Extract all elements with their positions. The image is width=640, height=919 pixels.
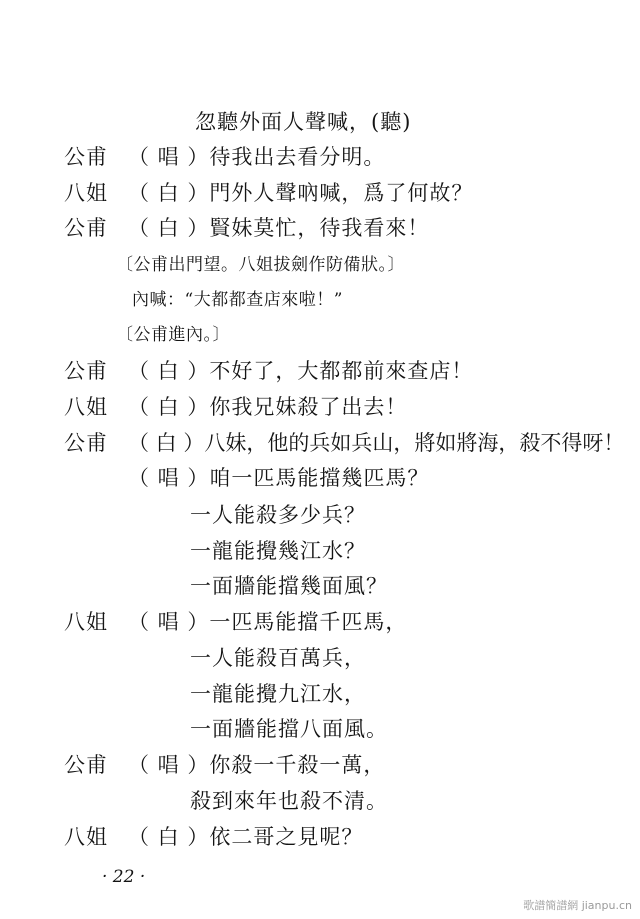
sung-line-16: 一人能殺百萬兵， (190, 646, 366, 670)
page-number: · 22 · (102, 867, 146, 887)
stage-line-1: 忽聽外面人聲喊，(聽) (195, 110, 412, 134)
watermark: 歌譜簡譜網 jianpu.cn (523, 899, 632, 912)
speaker-label: 八姐 (64, 825, 108, 849)
speaker-label: 公甫 (64, 431, 108, 455)
dialogue-text: （ 白 ）依二哥之見呢？ (128, 825, 364, 849)
dialogue-text: （ 白 ）賢妹莫忙，待我看來！ (128, 216, 430, 240)
dialogue-text: （ 唱 ）你殺一千殺一萬， (128, 753, 386, 777)
sung-line-20: 殺到來年也殺不清。 (190, 789, 388, 813)
stage-direction-7: 〔公甫進內。〕 (116, 325, 230, 345)
dialogue-text: （ 白 ）八妹，他的兵如兵山，將如將海，殺不得呀！ (128, 431, 625, 455)
dialogue-text: （ 白 ）門外人聲吶喊，爲了何故？ (128, 181, 474, 205)
dialogue-text: （ 白 ）你我兄妹殺了出去！ (128, 395, 408, 419)
offstage-shout-6: 內喊：“大都都查店來啦！” (132, 290, 343, 310)
speaker-label: 公甫 (64, 753, 108, 777)
stage-direction-5: 〔公甫出門望。八姐拔劍作防備狀。〕 (116, 255, 405, 275)
sung-line-18: 一面牆能擋八面風。 (190, 717, 388, 741)
sung-line-11: （ 唱 ）咱一匹馬能擋幾匹馬？ (128, 466, 430, 490)
speaker-label: 八姐 (64, 610, 108, 634)
speaker-label: 八姐 (64, 395, 108, 419)
speaker-label: 公甫 (64, 359, 108, 383)
dialogue-text: （ 白 ）不好了，大都都前來查店！ (128, 359, 474, 383)
dialogue-text: （ 唱 ）待我出去看分明。 (128, 145, 386, 169)
sung-line-14: 一面牆能擋幾面風？ (190, 574, 388, 598)
sung-line-13: 一龍能攪幾江水？ (190, 539, 366, 563)
speaker-label: 公甫 (64, 145, 108, 169)
sung-line-17: 一龍能攪九江水， (190, 682, 366, 706)
sung-line-12: 一人能殺多少兵？ (190, 503, 366, 527)
speaker-label: 公甫 (64, 216, 108, 240)
speaker-label: 八姐 (64, 181, 108, 205)
dialogue-text: （ 唱 ）一匹馬能擋千匹馬， (128, 610, 408, 634)
